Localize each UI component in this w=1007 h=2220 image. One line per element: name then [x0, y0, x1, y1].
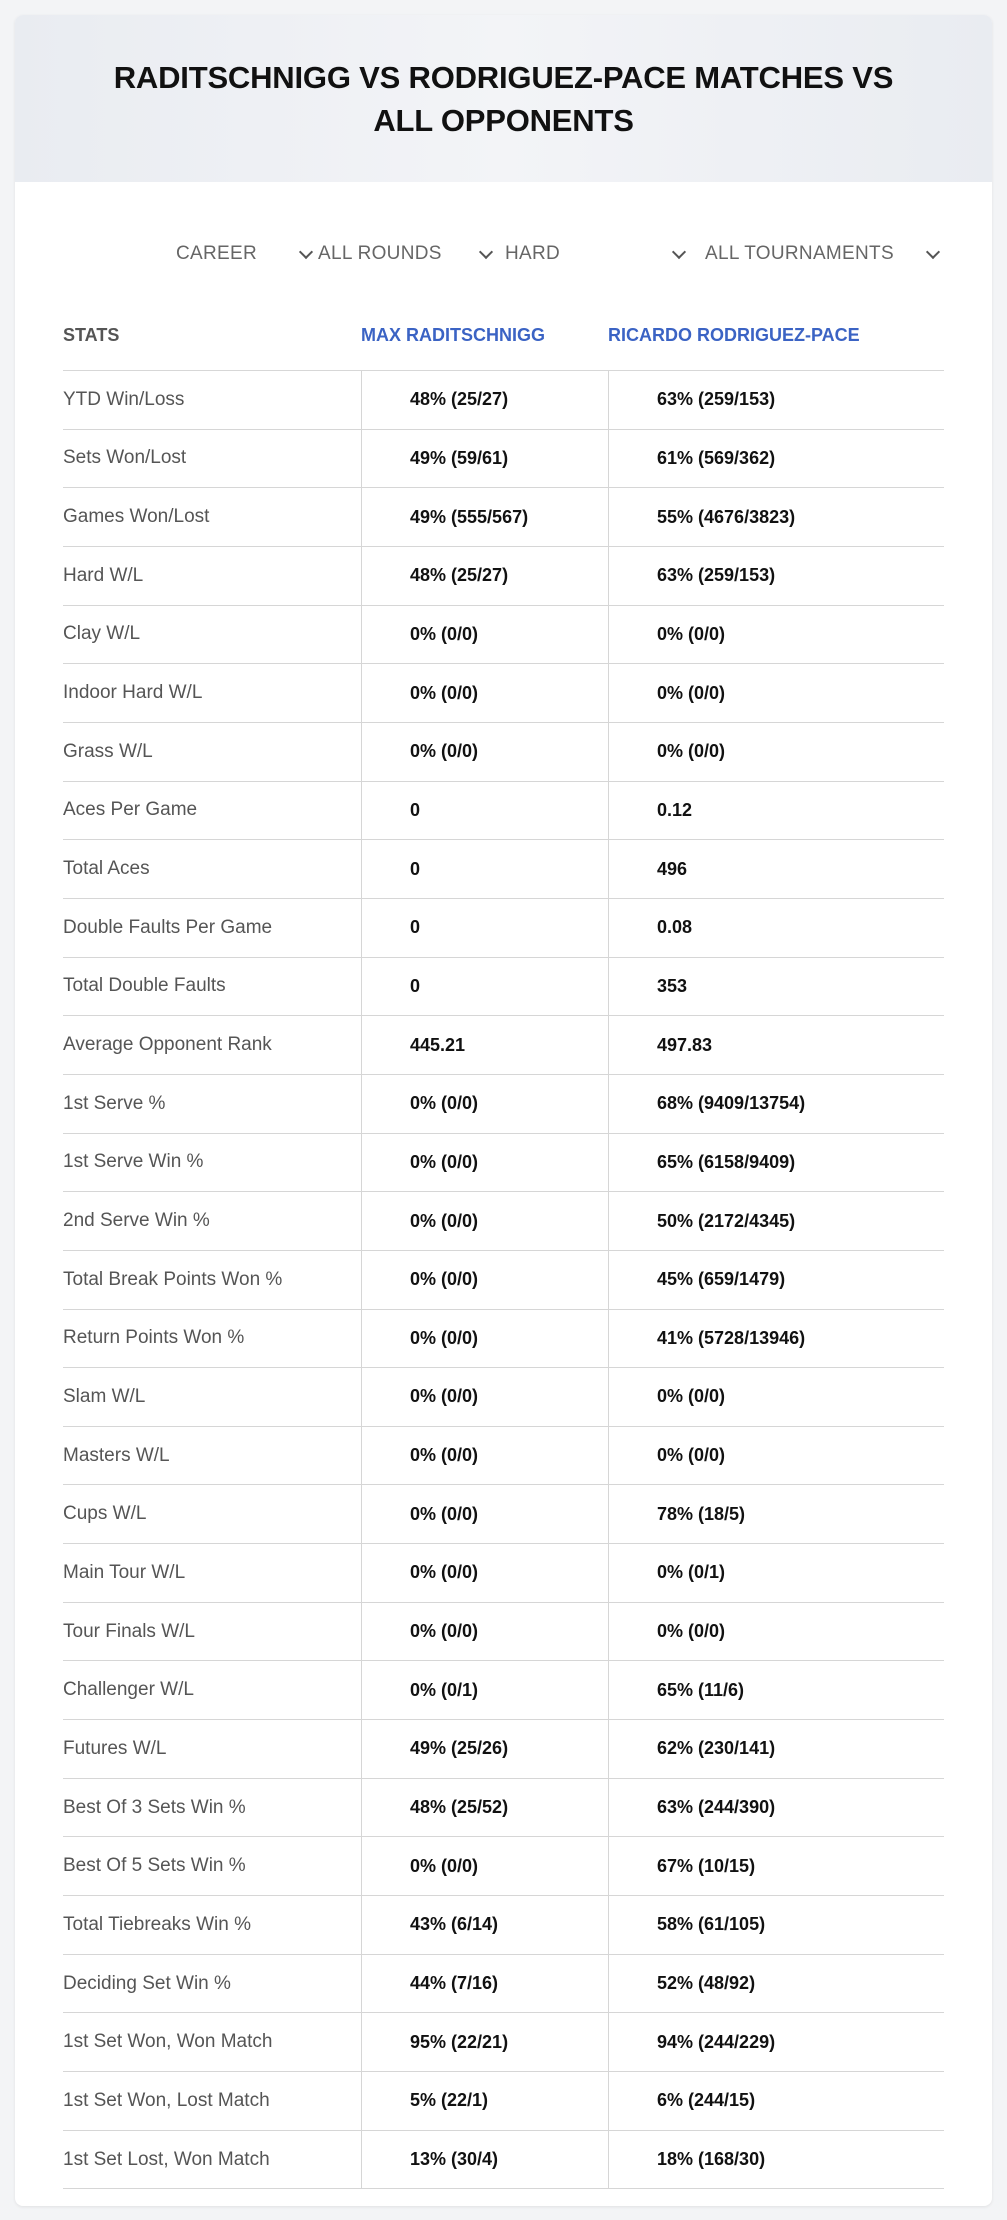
player1-cell: [361, 782, 607, 840]
table-row: [63, 1251, 944, 1310]
stat-label: Clay W/L: [63, 623, 141, 645]
player2-value: 50% (2172/4345): [657, 1210, 796, 1231]
table-row: [63, 1075, 944, 1134]
player2-cell: [608, 1427, 945, 1485]
stats-card: [15, 15, 992, 2206]
player1-cell: [361, 1779, 607, 1837]
player1-value: 48% (25/27): [410, 389, 509, 410]
stat-label: 1st Serve %: [63, 1092, 166, 1114]
stat-label: Cups W/L: [63, 1503, 147, 1525]
player2-value: 0% (0/0): [657, 1386, 726, 1407]
player2-value: 65% (6158/9409): [657, 1151, 796, 1172]
player2-value: 68% (9409/13754): [657, 1093, 806, 1114]
table-row: [63, 2131, 944, 2190]
player1-cell: [361, 1075, 607, 1133]
player2-cell: [608, 1134, 945, 1192]
player2-cell: [608, 430, 945, 488]
table-row: [63, 723, 944, 782]
player2-cell: [608, 2131, 945, 2189]
player1-cell: [361, 2013, 607, 2071]
table-row: [63, 2013, 944, 2072]
stat-label: Aces Per Game: [63, 799, 198, 821]
player1-value: 0: [410, 975, 421, 996]
player2-value: 0% (0/0): [657, 623, 726, 644]
stat-label: 1st Serve Win %: [63, 1151, 204, 1173]
player1-value: 0: [410, 799, 421, 820]
player1-cell: [361, 1544, 607, 1602]
stat-label: Total Break Points Won %: [63, 1268, 283, 1290]
player2-value: 65% (11/6): [657, 1679, 745, 1700]
player2-cell: [608, 1192, 945, 1250]
table-row: [63, 1485, 944, 1544]
player1-value: 49% (25/26): [410, 1738, 509, 1759]
table-row: [63, 606, 944, 665]
player1-value: 445.21: [410, 1034, 466, 1055]
player1-cell: [361, 1661, 607, 1719]
table-row: [63, 1720, 944, 1779]
player1-cell: [361, 1251, 607, 1309]
page-title: RADITSCHNIGG VS RODRIGUEZ-PACE MATCHES VS ALL OPPONENTS: [113, 59, 894, 138]
player2-cell: [608, 1075, 945, 1133]
table-row: [63, 664, 944, 723]
stat-label: Challenger W/L: [63, 1679, 194, 1701]
player1-value: 0% (0/0): [410, 1445, 479, 1466]
player2-cell: [608, 1016, 945, 1074]
stats-table-body: [63, 370, 944, 2189]
player1-cell: [361, 1016, 607, 1074]
player2-cell: [608, 1837, 945, 1895]
player1-value: 0% (0/0): [410, 1503, 479, 1524]
player2-cell: [608, 606, 945, 664]
player2-cell: [608, 782, 945, 840]
player2-value: 0.12: [657, 799, 693, 820]
tournaments-dropdown[interactable]: [705, 229, 940, 279]
player2-value: 0% (0/1): [657, 1562, 726, 1583]
stat-label: Futures W/L: [63, 1737, 167, 1759]
table-row: [63, 430, 944, 489]
player1-cell: [361, 1955, 607, 2013]
player1-cell: [361, 1837, 607, 1895]
player2-value: 67% (10/15): [657, 1855, 756, 1876]
player1-link[interactable]: MAX RADITSCHNIGG: [361, 324, 545, 345]
table-row: [63, 1603, 944, 1662]
player2-value: 45% (659/1479): [657, 1269, 786, 1290]
chevron-down-icon: [479, 247, 493, 261]
player2-value: 58% (61/105): [657, 1914, 766, 1935]
player2-value: 0% (0/0): [657, 741, 726, 762]
player2-cell: [608, 840, 945, 898]
player1-value: 43% (6/14): [410, 1914, 499, 1935]
period-dropdown-label: CAREER: [176, 243, 257, 264]
player2-cell: [608, 1544, 945, 1602]
table-row: [63, 547, 944, 606]
player2-value: 63% (259/153): [657, 565, 776, 586]
player2-cell: [608, 958, 945, 1016]
player1-cell: [361, 840, 607, 898]
stat-label: YTD Win/Loss: [63, 388, 185, 410]
player2-link[interactable]: RICARDO RODRIGUEZ-PACE: [608, 324, 860, 345]
player1-cell: [361, 371, 607, 429]
player1-cell: [361, 958, 607, 1016]
player2-value: 78% (18/5): [657, 1503, 746, 1524]
table-row: [63, 1310, 944, 1369]
player1-cell: [361, 1485, 607, 1543]
table-row: [63, 840, 944, 899]
player1-value: 0% (0/0): [410, 1327, 479, 1348]
player1-value: 0% (0/0): [410, 682, 479, 703]
player1-cell: [361, 2131, 607, 2189]
stat-label: Grass W/L: [63, 740, 153, 762]
player1-value: 48% (25/52): [410, 1797, 509, 1818]
rounds-dropdown-label: ALL ROUNDS: [318, 243, 442, 264]
surface-dropdown[interactable]: [505, 229, 686, 279]
chevron-down-icon: [672, 247, 686, 261]
player2-cell: [608, 1603, 945, 1661]
player1-value: 5% (22/1): [410, 2090, 489, 2111]
player1-cell: [361, 430, 607, 488]
player2-cell: [608, 1310, 945, 1368]
player1-value: 0: [410, 917, 421, 938]
player2-cell: [608, 1779, 945, 1837]
table-row: [63, 1837, 944, 1896]
player1-cell: [361, 1192, 607, 1250]
table-row: [63, 1192, 944, 1251]
player2-value: 6% (244/15): [657, 2090, 756, 2111]
table-row: [63, 488, 944, 547]
stat-label: Tour Finals W/L: [63, 1620, 195, 1642]
table-row: [63, 1661, 944, 1720]
rounds-dropdown[interactable]: [318, 229, 493, 279]
stat-label: Masters W/L: [63, 1444, 170, 1466]
player1-cell: [361, 1720, 607, 1778]
stat-label: 2nd Serve Win %: [63, 1210, 210, 1232]
table-row: [63, 371, 944, 430]
stat-label: Best Of 5 Sets Win %: [63, 1855, 246, 1877]
player1-value: 0% (0/1): [410, 1679, 479, 1700]
player2-cell: [608, 1485, 945, 1543]
player2-cell: [608, 488, 945, 546]
player1-cell: [361, 1603, 607, 1661]
player1-cell: [361, 899, 607, 957]
player2-cell: [608, 1896, 945, 1954]
player1-cell: [361, 664, 607, 722]
table-row: [63, 1955, 944, 2014]
player1-value: 0% (0/0): [410, 1855, 479, 1876]
player1-cell: [361, 488, 607, 546]
stat-label: Hard W/L: [63, 564, 144, 586]
stat-label: Average Opponent Rank: [63, 1034, 272, 1056]
player1-value: 0% (0/0): [410, 1386, 479, 1407]
player2-cell: [608, 2072, 945, 2130]
stat-label: 1st Set Lost, Won Match: [63, 2148, 270, 2170]
player2-value: 62% (230/141): [657, 1738, 776, 1759]
table-row: [63, 2072, 944, 2131]
player2-cell: [608, 1368, 945, 1426]
stat-label: Sets Won/Lost: [63, 447, 187, 469]
period-dropdown[interactable]: [176, 229, 313, 279]
player2-cell: [608, 723, 945, 781]
table-row: [63, 1134, 944, 1193]
table-row: [63, 958, 944, 1017]
player2-value: 18% (168/30): [657, 2149, 766, 2170]
stat-label: Deciding Set Win %: [63, 1972, 231, 1994]
player1-cell: [361, 1427, 607, 1485]
table-row: [63, 1368, 944, 1427]
stat-label: Double Faults Per Game: [63, 916, 273, 938]
table-row: [63, 899, 944, 958]
player1-value: 44% (7/16): [410, 1973, 499, 1994]
table-row: [63, 1544, 944, 1603]
stat-label: Return Points Won %: [63, 1327, 245, 1349]
stat-label: Slam W/L: [63, 1385, 146, 1407]
player1-value: 0% (0/0): [410, 1151, 479, 1172]
stats-column-header: STATS: [63, 324, 120, 345]
stat-label: Indoor Hard W/L: [63, 682, 203, 704]
player2-cell: [608, 547, 945, 605]
player1-value: 13% (30/4): [410, 2149, 499, 2170]
player2-value: 0% (0/0): [657, 682, 726, 703]
player2-value: 63% (259/153): [657, 389, 776, 410]
player2-value: 496: [657, 858, 688, 879]
stat-label: Total Double Faults: [63, 975, 226, 997]
player1-cell: [361, 1134, 607, 1192]
stat-label: Total Aces: [63, 858, 150, 880]
stat-label: 1st Set Won, Won Match: [63, 2031, 273, 2053]
player2-value: 61% (569/362): [657, 447, 776, 468]
player1-cell: [361, 1310, 607, 1368]
table-row: [63, 1779, 944, 1838]
player1-value: 0% (0/0): [410, 1093, 479, 1114]
player2-cell: [608, 899, 945, 957]
surface-dropdown-label: HARD: [505, 243, 561, 264]
stat-label: Total Tiebreaks Win %: [63, 1913, 251, 1935]
player1-value: 0% (0/0): [410, 741, 479, 762]
player1-cell: [361, 2072, 607, 2130]
player1-value: 0% (0/0): [410, 1562, 479, 1583]
player2-value: 0% (0/0): [657, 1445, 726, 1466]
player1-value: 0% (0/0): [410, 1210, 479, 1231]
chevron-down-icon: [299, 247, 313, 261]
table-row: [63, 1427, 944, 1486]
table-row: [63, 1896, 944, 1955]
player1-value: 0: [410, 858, 421, 879]
player1-value: 95% (22/21): [410, 2031, 509, 2052]
stat-label: Main Tour W/L: [63, 1561, 186, 1583]
player2-value: 41% (5728/13946): [657, 1327, 806, 1348]
stat-label: Games Won/Lost: [63, 506, 210, 528]
player1-value: 49% (59/61): [410, 447, 509, 468]
page-header: [15, 15, 992, 182]
player1-cell: [361, 1368, 607, 1426]
stat-label: 1st Set Won, Lost Match: [63, 2089, 270, 2111]
stat-label: Best Of 3 Sets Win %: [63, 1796, 246, 1818]
player1-cell: [361, 723, 607, 781]
table-row: [63, 782, 944, 841]
player2-cell: [608, 664, 945, 722]
player1-cell: [361, 606, 607, 664]
player1-value: 49% (555/567): [410, 506, 529, 527]
player2-value: 94% (244/229): [657, 2031, 776, 2052]
player2-cell: [608, 371, 945, 429]
player2-value: 353: [657, 975, 688, 996]
player1-value: 48% (25/27): [410, 565, 509, 586]
player2-value: 0% (0/0): [657, 1621, 726, 1642]
filter-bar: [15, 229, 992, 279]
player2-cell: [608, 1251, 945, 1309]
player1-value: 0% (0/0): [410, 623, 479, 644]
table-row: [63, 1016, 944, 1075]
player1-value: 0% (0/0): [410, 1621, 479, 1642]
player2-cell: [608, 2013, 945, 2071]
player1-cell: [361, 547, 607, 605]
tournaments-dropdown-label: ALL TOURNAMENTS: [705, 243, 894, 264]
player2-value: 52% (48/92): [657, 1973, 756, 1994]
player2-value: 63% (244/390): [657, 1797, 776, 1818]
player2-cell: [608, 1720, 945, 1778]
table-header: [63, 300, 944, 370]
player1-cell: [361, 1896, 607, 1954]
player2-value: 55% (4676/3823): [657, 506, 796, 527]
player2-value: 497.83: [657, 1034, 713, 1055]
player2-cell: [608, 1955, 945, 2013]
player1-value: 0% (0/0): [410, 1269, 479, 1290]
player2-value: 0.08: [657, 917, 693, 938]
player2-cell: [608, 1661, 945, 1719]
chevron-down-icon: [926, 247, 940, 261]
